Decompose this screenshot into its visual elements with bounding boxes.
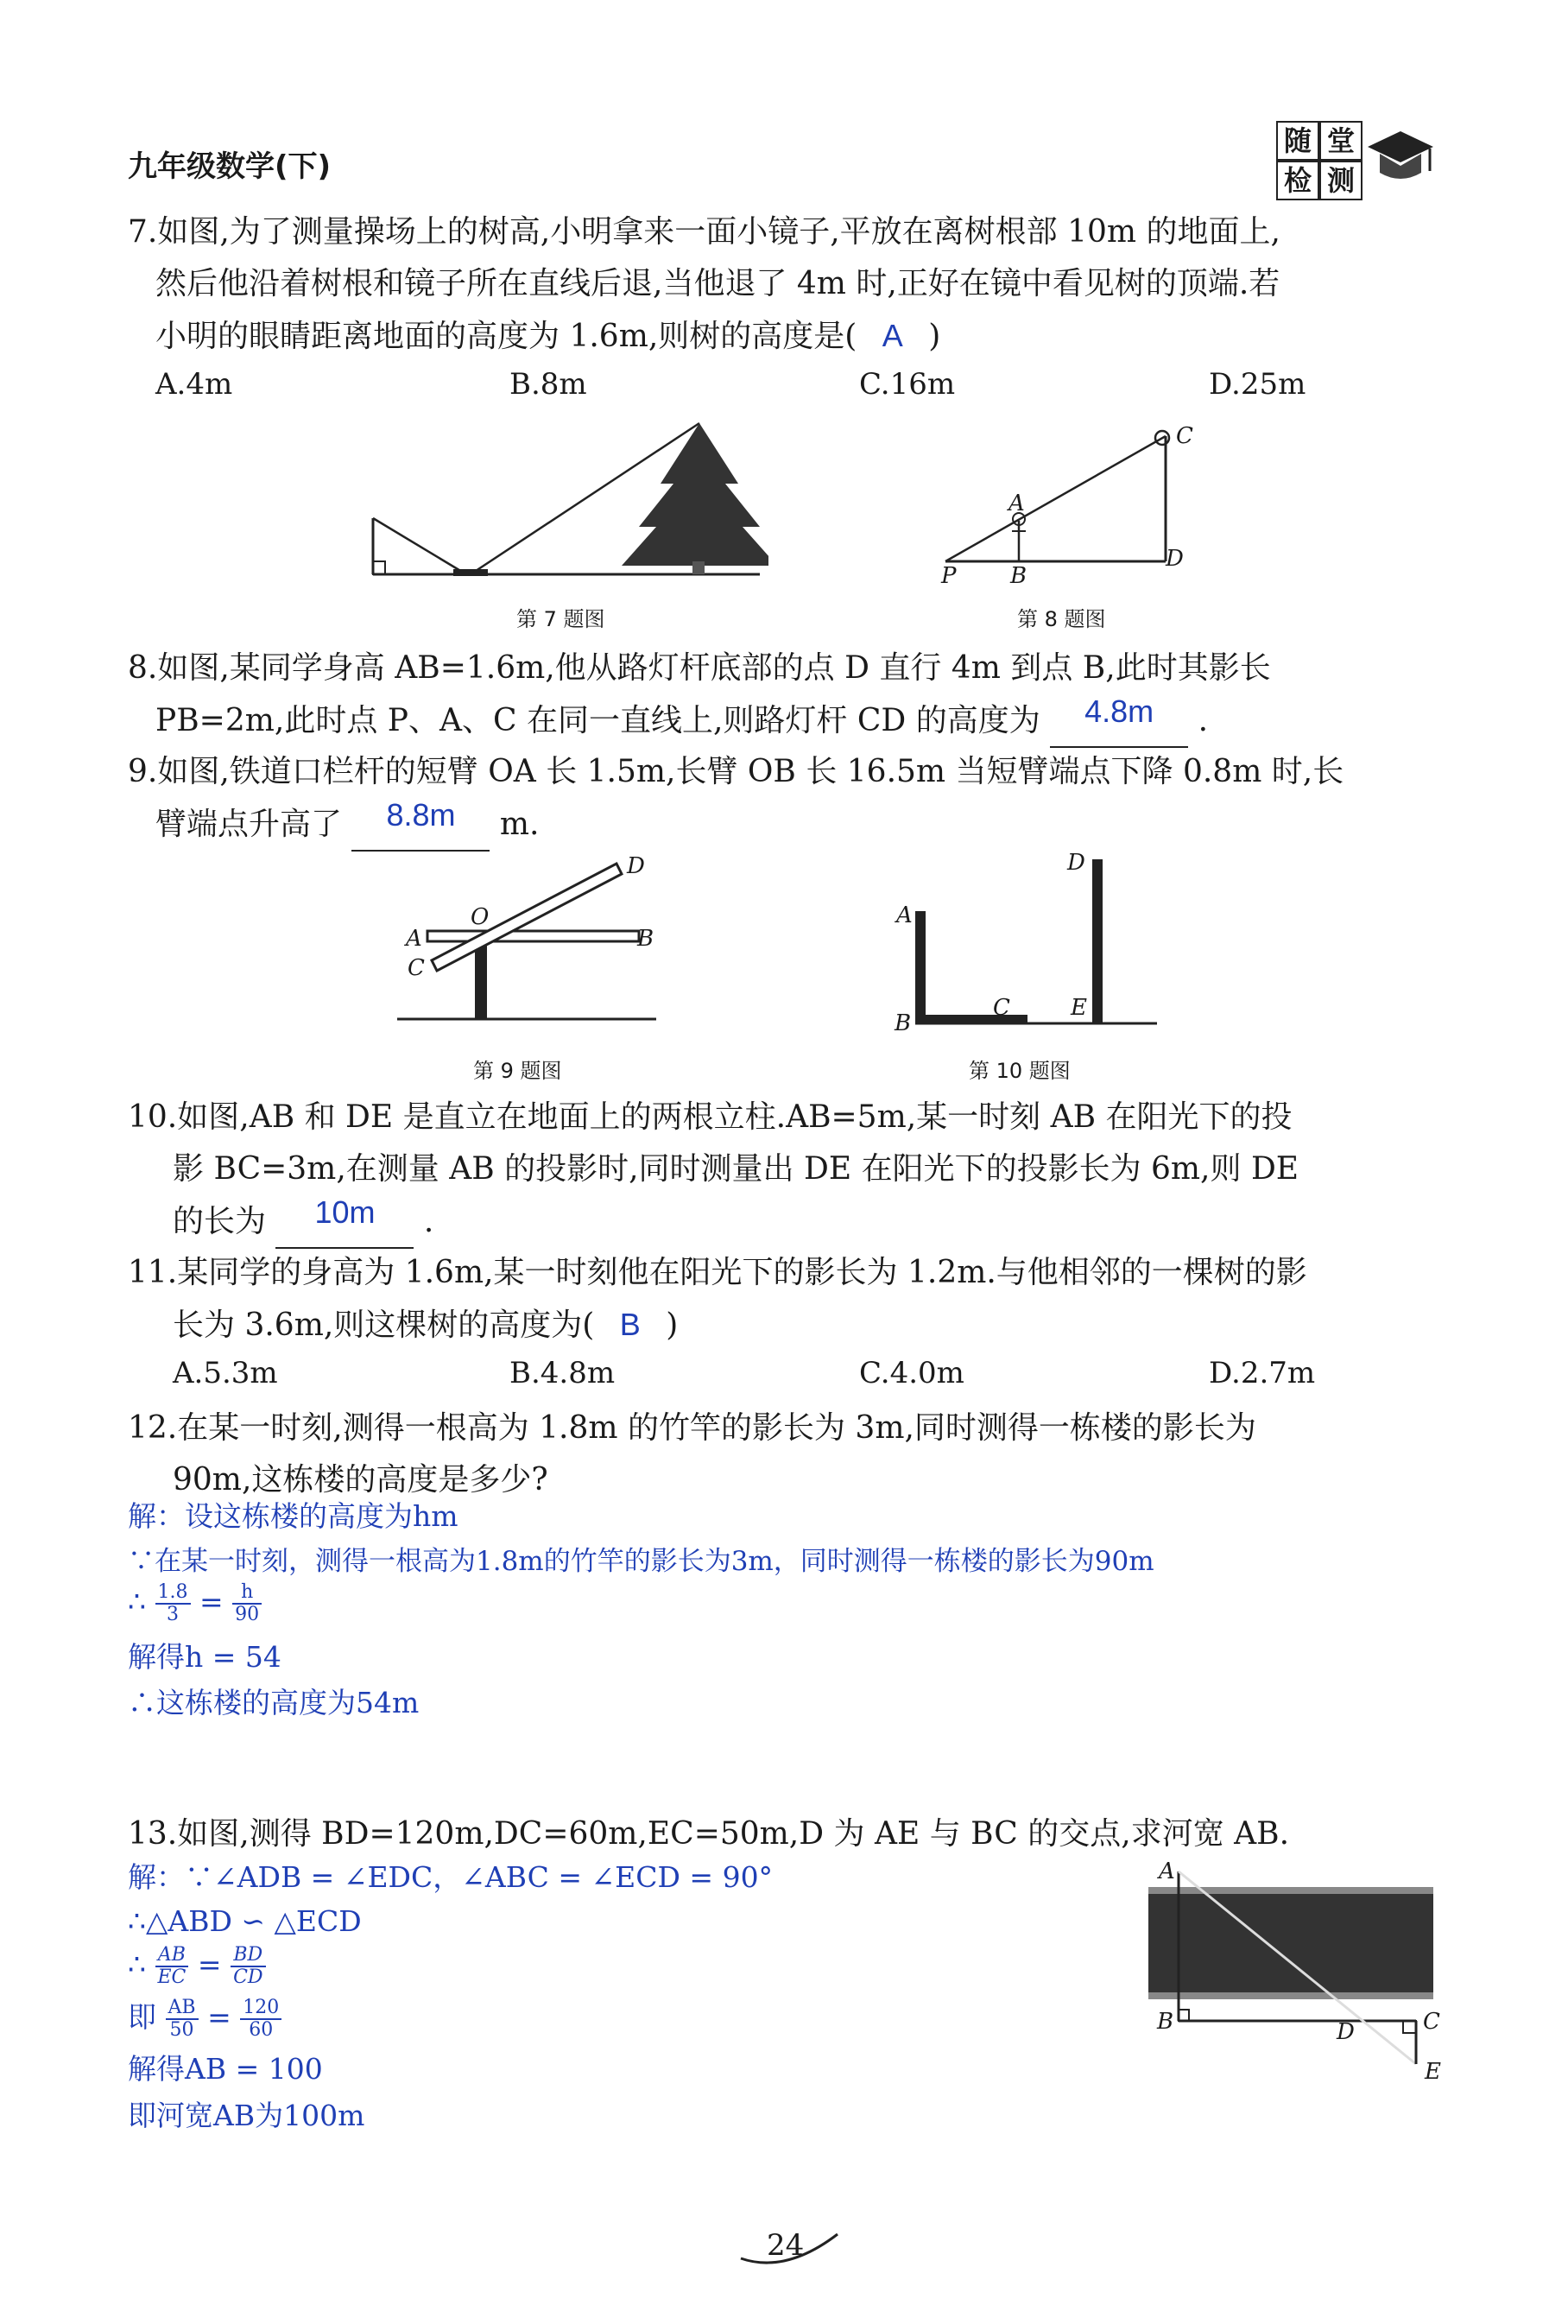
logo xyxy=(1276,121,1449,207)
q8-answer: 4.8m xyxy=(1084,693,1154,729)
fraction-denominator: CD xyxy=(233,1966,263,1988)
q8-answer-blank xyxy=(1050,695,1188,748)
fig8-label-c: C xyxy=(1176,423,1193,449)
fig13-label-c: C xyxy=(1423,2009,1440,2035)
q13-solution-line3 xyxy=(128,1945,266,1988)
q13-line1: 13.如图,测得 BD=120m,DC=60m,EC=50m,D 为 AE 与 BC 的交点,求河宽 AB. xyxy=(128,1816,1290,1852)
q12-solution-line3 xyxy=(128,1582,262,1625)
q8-line2-text: PB=2m,此时点 P、A、C 在同一直线上,则路灯杆 CD 的高度为 xyxy=(155,703,1040,738)
fraction-numerator: AB xyxy=(166,1998,199,2020)
fraction-numerator: BD xyxy=(231,1945,265,1967)
fraction-numerator: AB xyxy=(155,1945,189,1967)
equals-sign: = xyxy=(197,1947,222,1981)
fraction-denominator: 90 xyxy=(235,1604,260,1625)
q7-option-d: D.25m xyxy=(1209,367,1306,402)
q11-option-b: B.4.8m xyxy=(509,1356,616,1390)
q11-option-c: C.4.0m xyxy=(859,1356,964,1390)
q9-line2 xyxy=(155,799,540,852)
q8-line1: 8.如图,某同学身高 AB=1.6m,他从路灯杆底部的点 D 直行 4m 到点 B,此时其影长 xyxy=(128,650,1271,686)
figure-9-caption: 第 9 题图 xyxy=(473,1059,562,1083)
namely-word: 即 xyxy=(128,2000,156,2034)
figure-13 xyxy=(1140,1861,1451,2077)
equals-sign: = xyxy=(207,2000,231,2034)
graduation-cap-icon xyxy=(1366,128,1435,200)
q7-line3-text: 小明的眼睛距离地面的高度为 1.6m,则树的高度是( xyxy=(155,319,857,354)
q8-line2 xyxy=(155,695,1208,748)
fig8-label-p: P xyxy=(941,563,957,589)
figure-8-caption: 第 8 题图 xyxy=(1017,607,1106,631)
q10-line3 xyxy=(173,1196,433,1249)
q13-solution-line1: 解：∵∠ADB = ∠EDC，∠ABC = ∠ECD = 90° xyxy=(128,1860,774,1894)
q13-solution-line5: 解得AB = 100 xyxy=(128,2052,323,2086)
logo-char: 堂 xyxy=(1319,121,1363,161)
q11-option-a: A.5.3m xyxy=(173,1356,278,1390)
fig9-label-d: D xyxy=(627,853,645,879)
q9-line2-text: 臂端点升高了 xyxy=(155,807,343,842)
fraction-numerator: 120 xyxy=(240,1998,281,2020)
equals-sign: = xyxy=(199,1585,224,1618)
q7-option-c: C.16m xyxy=(859,367,956,402)
page-number: 24 xyxy=(767,2228,805,2263)
fig8-label-d: D xyxy=(1166,546,1184,572)
q9-answer: 8.8m xyxy=(386,797,456,833)
q10-line3-text: 的长为 xyxy=(173,1204,267,1239)
fraction-denominator: 3 xyxy=(167,1604,179,1625)
q13-solution-line6: 即河宽AB为100m xyxy=(128,2099,365,2132)
q12-solution-line4: 解得h = 54 xyxy=(128,1640,281,1674)
fraction xyxy=(232,1582,262,1625)
fraction-numerator: 1.8 xyxy=(155,1582,191,1605)
therefore-symbol: ∴ xyxy=(128,1947,146,1981)
q7-line3-end: ) xyxy=(928,319,941,354)
q12-solution-line5: ∴这栋楼的高度为54m xyxy=(128,1686,420,1719)
fraction xyxy=(155,1582,191,1625)
fig10-label-b: B xyxy=(895,1010,912,1036)
q7-line2: 然后他沿着树根和镜子所在直线后退,当他退了 4m 时,正好在镜中看见树的顶端.若 xyxy=(155,266,1280,301)
q11-line2-text: 长为 3.6m,则这棵树的高度为( xyxy=(173,1308,595,1343)
figure-7 xyxy=(363,415,768,587)
fig13-label-d: D xyxy=(1337,2019,1355,2045)
q9-answer-blank xyxy=(351,799,490,852)
fig13-label-e: E xyxy=(1425,2059,1441,2085)
fraction xyxy=(155,1945,189,1988)
fig9-label-a: A xyxy=(406,926,422,952)
fig9-label-b: B xyxy=(637,926,654,952)
q11-option-d: D.2.7m xyxy=(1209,1356,1316,1390)
fig8-label-b: B xyxy=(1010,563,1027,589)
q7-option-b: B.8m xyxy=(509,367,587,402)
q7-answer: A xyxy=(882,318,903,353)
figure-9 xyxy=(397,855,673,1028)
q7-option-a: A.4m xyxy=(155,367,233,402)
q11-line1: 11.某同学的身高为 1.6m,某一时刻他在阳光下的影长为 1.2m.与他相邻的一棵树的影 xyxy=(128,1255,1307,1290)
q12-line1: 12.在某一时刻,测得一根高为 1.8m 的竹竿的影长为 3m,同时测得一栋楼的影长为 xyxy=(128,1410,1256,1446)
q8-line2-end: . xyxy=(1198,703,1209,738)
fraction-denominator: 60 xyxy=(249,2019,274,2041)
fig10-label-d: D xyxy=(1067,850,1085,876)
fraction xyxy=(240,1998,281,2041)
q11-line2 xyxy=(173,1300,678,1351)
q7-line3 xyxy=(155,311,940,362)
page-number-ornament xyxy=(734,2224,846,2267)
figure-10-caption: 第 10 题图 xyxy=(969,1059,1071,1083)
fig8-label-a: A xyxy=(1008,491,1025,516)
q12-line2: 90m,这栋楼的高度是多少? xyxy=(173,1462,548,1498)
fraction xyxy=(231,1945,265,1988)
q7-line1: 7.如图,为了测量操场上的树高,小明拿来一面小镜子,平放在离树根部 10m 的地面上, xyxy=(128,214,1280,250)
figure-10 xyxy=(898,851,1174,1032)
fraction-denominator: 50 xyxy=(169,2019,194,2041)
q11-answer: B xyxy=(619,1307,641,1342)
q10-line2: 影 BC=3m,在测量 AB 的投影时,同时测量出 DE 在阳光下的投影长为 6m,则 DE xyxy=(173,1151,1299,1187)
therefore-symbol: ∴ xyxy=(128,1585,146,1618)
fig9-label-o: O xyxy=(471,904,490,930)
figure-7-caption: 第 7 题图 xyxy=(516,607,605,631)
fig10-label-e: E xyxy=(1071,995,1087,1021)
q9-line2-end: m. xyxy=(499,807,540,842)
q13-solution-line2: ∴△ABD ∽ △ECD xyxy=(128,1904,362,1938)
q10-answer-blank xyxy=(275,1196,414,1249)
q10-line1: 10.如图,AB 和 DE 是直立在地面上的两根立柱.AB=5m,某一时刻 AB 在阳光下的投 xyxy=(128,1099,1293,1135)
logo-char: 随 xyxy=(1276,121,1319,161)
q10-answer: 10m xyxy=(314,1194,376,1230)
fig13-label-b: B xyxy=(1157,2009,1174,2035)
fig13-label-a: A xyxy=(1159,1859,1175,1884)
fig9-label-c: C xyxy=(408,955,425,981)
q11-line2-end: ) xyxy=(666,1308,679,1343)
q12-solution-line2: ∵在某一时刻，测得一根高为1.8m的竹竿的影长为3m，同时测得一栋楼的影长为90m xyxy=(128,1546,1154,1577)
fraction xyxy=(166,1998,199,2041)
fig10-label-c: C xyxy=(993,995,1010,1021)
q13-solution-line4 xyxy=(128,1995,281,2041)
q10-line3-end: . xyxy=(423,1204,434,1239)
fraction-numerator: h xyxy=(232,1582,262,1605)
q9-line1: 9.如图,铁道口栏杆的短臂 OA 长 1.5m,长臂 OB 长 16.5m 当短臂端点下降 0.8m 时,长 xyxy=(128,754,1344,789)
fig10-label-a: A xyxy=(896,902,913,928)
fraction-denominator: EC xyxy=(157,1966,187,1988)
logo-char: 检 xyxy=(1276,161,1319,200)
page-header-title: 九年级数学(下) xyxy=(128,149,332,184)
logo-char: 测 xyxy=(1319,161,1363,200)
q12-solution-line1: 解：设这栋楼的高度为hm xyxy=(128,1499,458,1533)
